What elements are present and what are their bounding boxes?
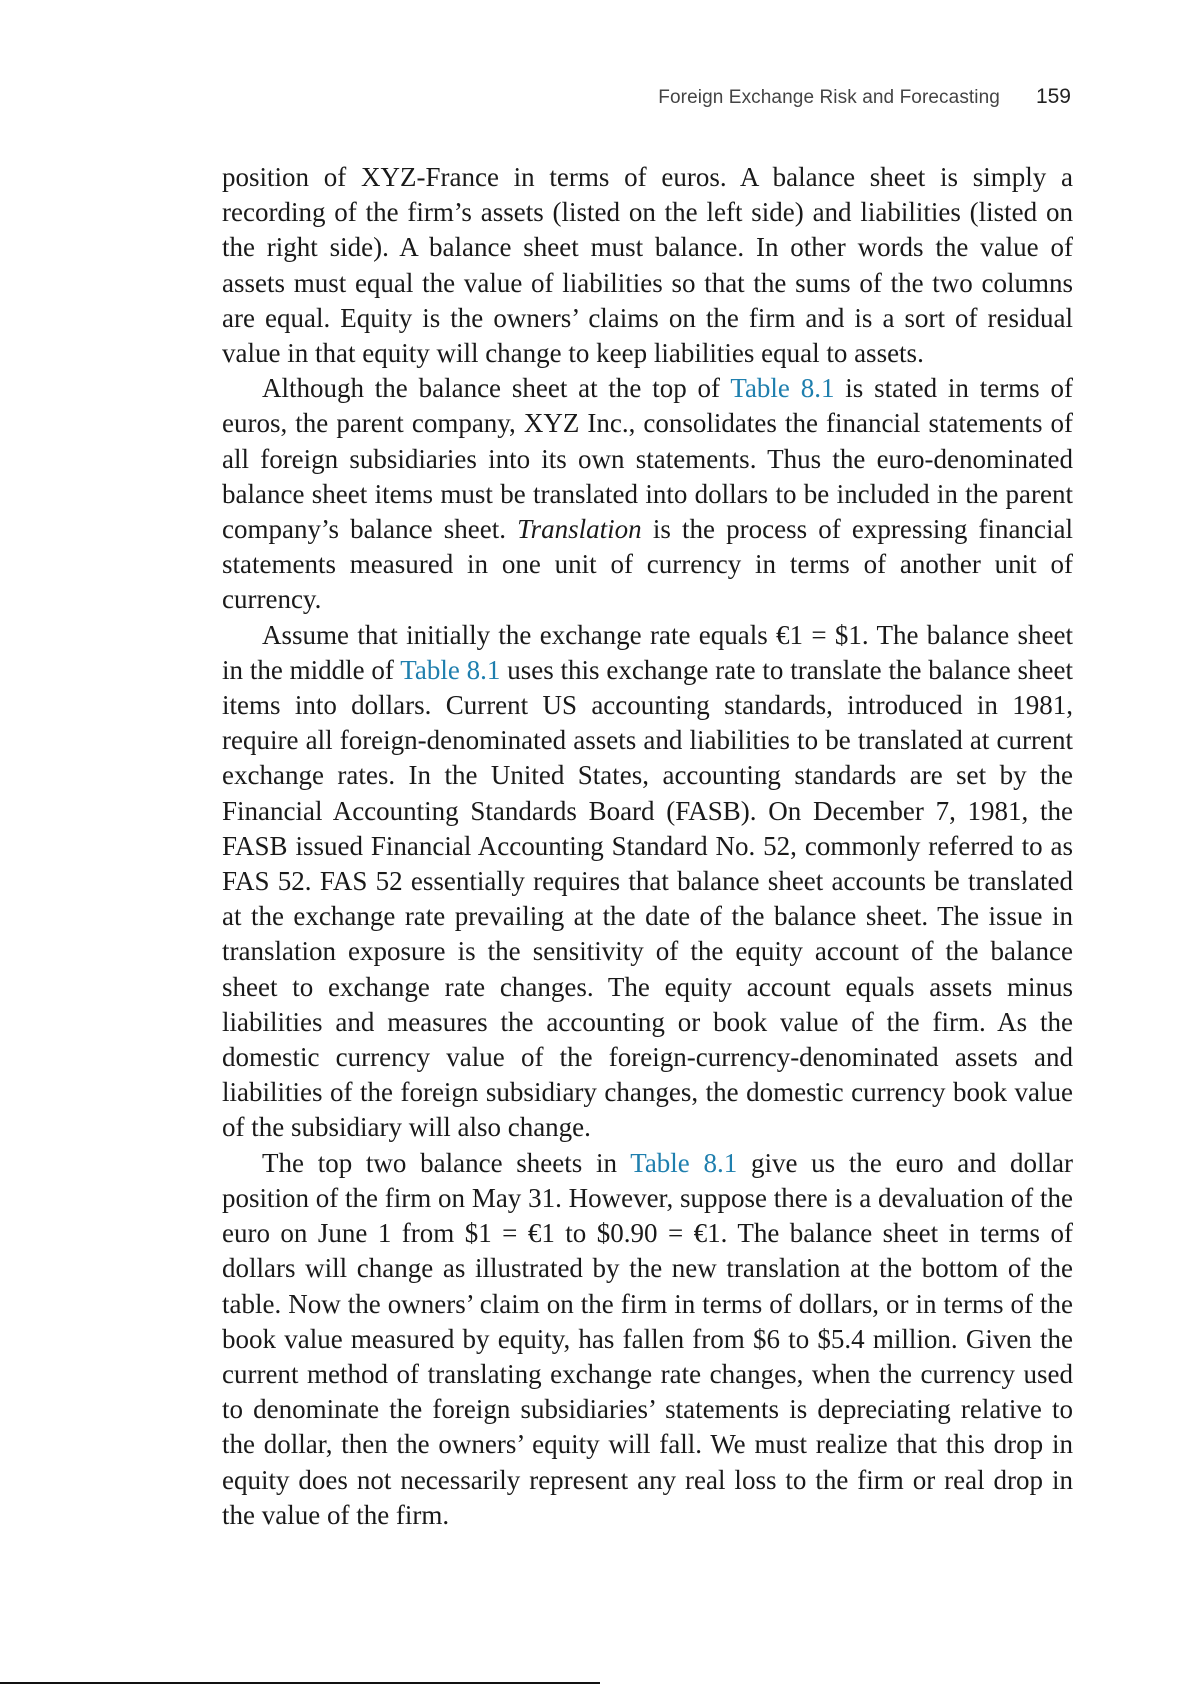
page-number: 159 bbox=[1035, 85, 1071, 108]
running-title: Foreign Exchange Risk and Forecasting bbox=[658, 87, 1000, 108]
paragraph-2-text-c: is the process of expressing financial statements measured in one unit of currency in terms of another unit of currency. bbox=[222, 514, 1073, 615]
paragraph-2-text-a: Although the balance sheet at the top of bbox=[262, 373, 731, 404]
footer-rule bbox=[0, 1682, 600, 1684]
paragraph-3 bbox=[222, 618, 1073, 1146]
paragraph-3-text-b: uses this exchange rate to translate the balance sheet items into dollars. Current US accounting standards, introduced in 1981, require all foreign-denominated assets and liabilities to be translated at current exchange rates. In the United States, accounting standards are set by the Financial Accounting Standards Board (FASB). On December 7, 1981, the FASB issued Financial Accounting Standard No. 52, commonly referred to as FAS 52. FAS 52 essentially requires that balance sheet accounts be translated at the exchange rate prevailing at the date of the balance sheet. The issue in translation exposure is the sensitivity of the equity account of the balance sheet to exchange rate changes. The equity account equals assets minus liabilities and measures the accounting or book value of the firm. As the domestic currency value of the foreign-currency-denominated assets and liabilities of the foreign subsidiary changes, the domestic currency book value of the subsidiary will also change. bbox=[222, 654, 1074, 1143]
translation-term: Translation bbox=[517, 514, 642, 545]
table-8-1-link[interactable]: Table 8.1 bbox=[400, 654, 501, 685]
paragraph-2 bbox=[222, 371, 1073, 617]
body-text bbox=[222, 160, 1073, 1533]
paragraph-4-text-b: give us the euro and dollar position of the firm on May 31. However, suppose there is a devaluation of the euro on June 1 from $1 = €1 to $0.90 = €1. The balance sheet in terms of dollars will change as illustrated by the new translation at the bottom of the table. Now the owners’ claim on the firm in terms of dollars, or in terms of the book value measured by equity, has fallen from $6 to $5.4 million. Given the current method of translating exchange rate changes, when the currency used to denominate the foreign subsidiaries’ statements is depreciating relative to the dollar, then the owners’ equity will fall. We must realize that this drop in equity does not necessarily represent any real loss to the firm or real drop in the value of the firm. bbox=[222, 1147, 1073, 1530]
paragraph-1: position of XYZ-France in terms of euros. A balance sheet is simply a recording of the firm’s assets (listed on the left side) and liabilities (listed on the right side). A balance sheet must balance. In other words the value of assets must equal the value of liabilities so that the sums of the two columns are equal. Equity is the owners’ claims on the firm and is a sort of residual value in that equity will change to keep liabilities equal to assets. bbox=[222, 162, 1073, 369]
paragraph-4 bbox=[222, 1146, 1073, 1533]
table-8-1-link[interactable]: Table 8.1 bbox=[630, 1147, 738, 1178]
paragraph-4-text-a: The top two balance sheets in bbox=[262, 1147, 631, 1178]
running-header bbox=[0, 84, 1071, 112]
table-8-1-link[interactable]: Table 8.1 bbox=[730, 373, 835, 404]
paragraph-2-text-b: is stated in terms of euros, the parent company, XYZ Inc., consolidates the financial statements of all foreign subsidiaries into its own statements. Thus the euro-denominated balance sheet items must be translated into dollars to be included in the parent company’s balance sheet. bbox=[222, 373, 1073, 545]
paragraph-3-text-a: Assume that initially the exchange rate equals €1 = $1. The balance sheet in the middle of bbox=[222, 619, 1073, 685]
